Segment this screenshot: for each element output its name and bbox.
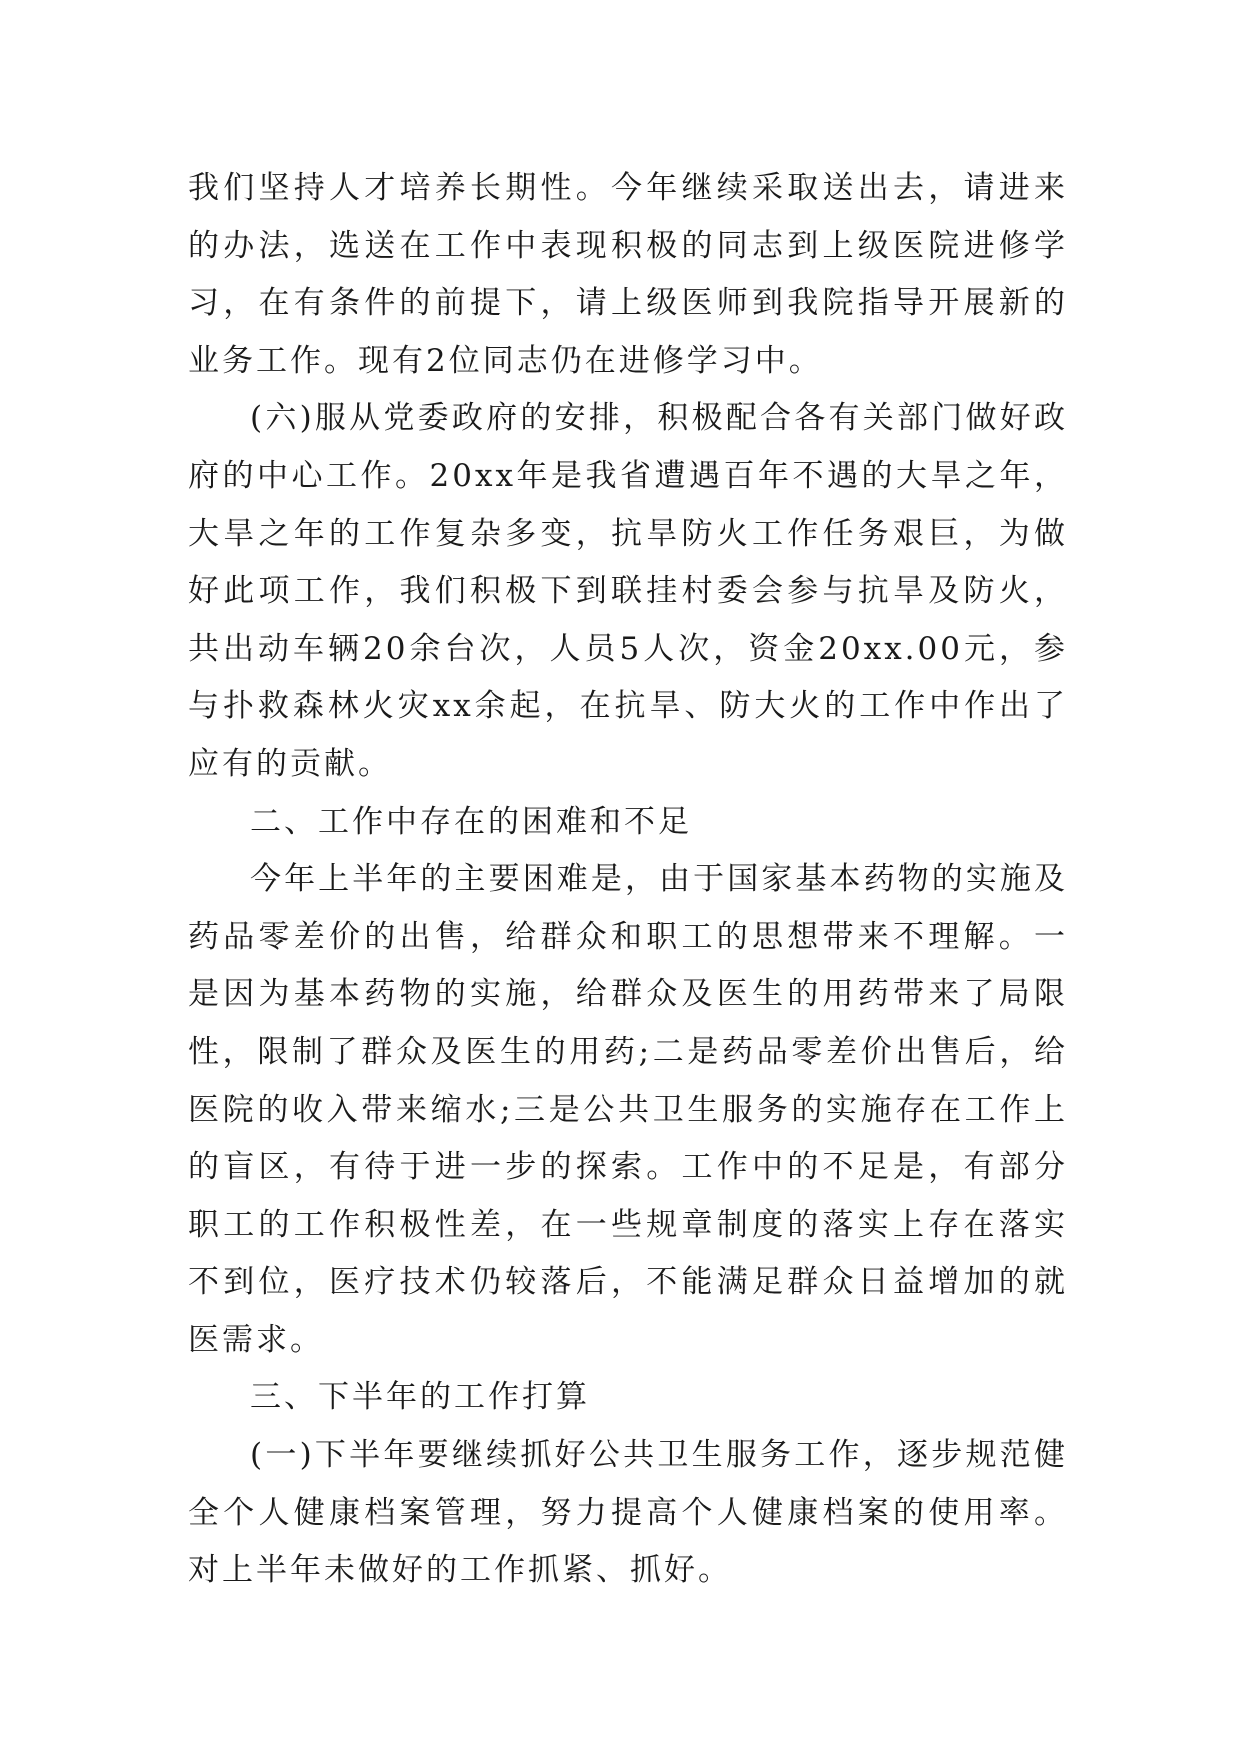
paragraph-difficulties: 今年上半年的主要困难是，由于国家基本药物的实施及药品零差价的出售，给群众和职工的思想带来不理解。一是因为基本药物的实施，给群众及医生的用药带来了局限性，限制了群众及医生的用药;二是药品零差价出售后，给医院的收入带来缩水;三是公共卫生服务的实施存在工作上的盲区，有待于进一步的探索。工作中的不足是，有部分职工的工作积极性差，在一些规章制度的落实上存在落实不到位，医疗技术仍较落后，不能满足群众日益增加的就医需求。 [188,861,1068,1358]
paragraph-public-health-plan: (一)下半年要继续抓好公共卫生服务工作，逐步规范健全个人健康档案管理，努力提高个人健康档案的使用率。对上半年未做好的工作抓紧、抓好。 [188,1437,1068,1589]
section-heading-plans: 三、下半年的工作打算 [250,1379,590,1416]
paragraph-talent-training: 我们坚持人才培养长期性。今年继续采取送出去，请进来的办法，选送在工作中表现积极的同志到上级医院进修学习，在有条件的前提下，请上级医师到我院指导开展新的业务工作。现有2位同志仍在进修学习中。 [188,170,1068,379]
section-heading-difficulties: 二、工作中存在的困难和不足 [250,803,692,840]
paragraph-government-work: (六)服从党委政府的安排，积极配合各有关部门做好政府的中心工作。20xx年是我省遭遇百年不遇的大旱之年，大旱之年的工作复杂多变，抗旱防火工作任务艰巨，为做好此项工作，我们积极下到联挂村委会参与抗旱及防火，共出动车辆20余台次，人员5人次，资金20xx.00元，参与扑救森林火灾xx余起，在抗旱、防大火的工作中作出了应有的贡献。 [188,400,1068,782]
document-body [188,160,1068,1600]
